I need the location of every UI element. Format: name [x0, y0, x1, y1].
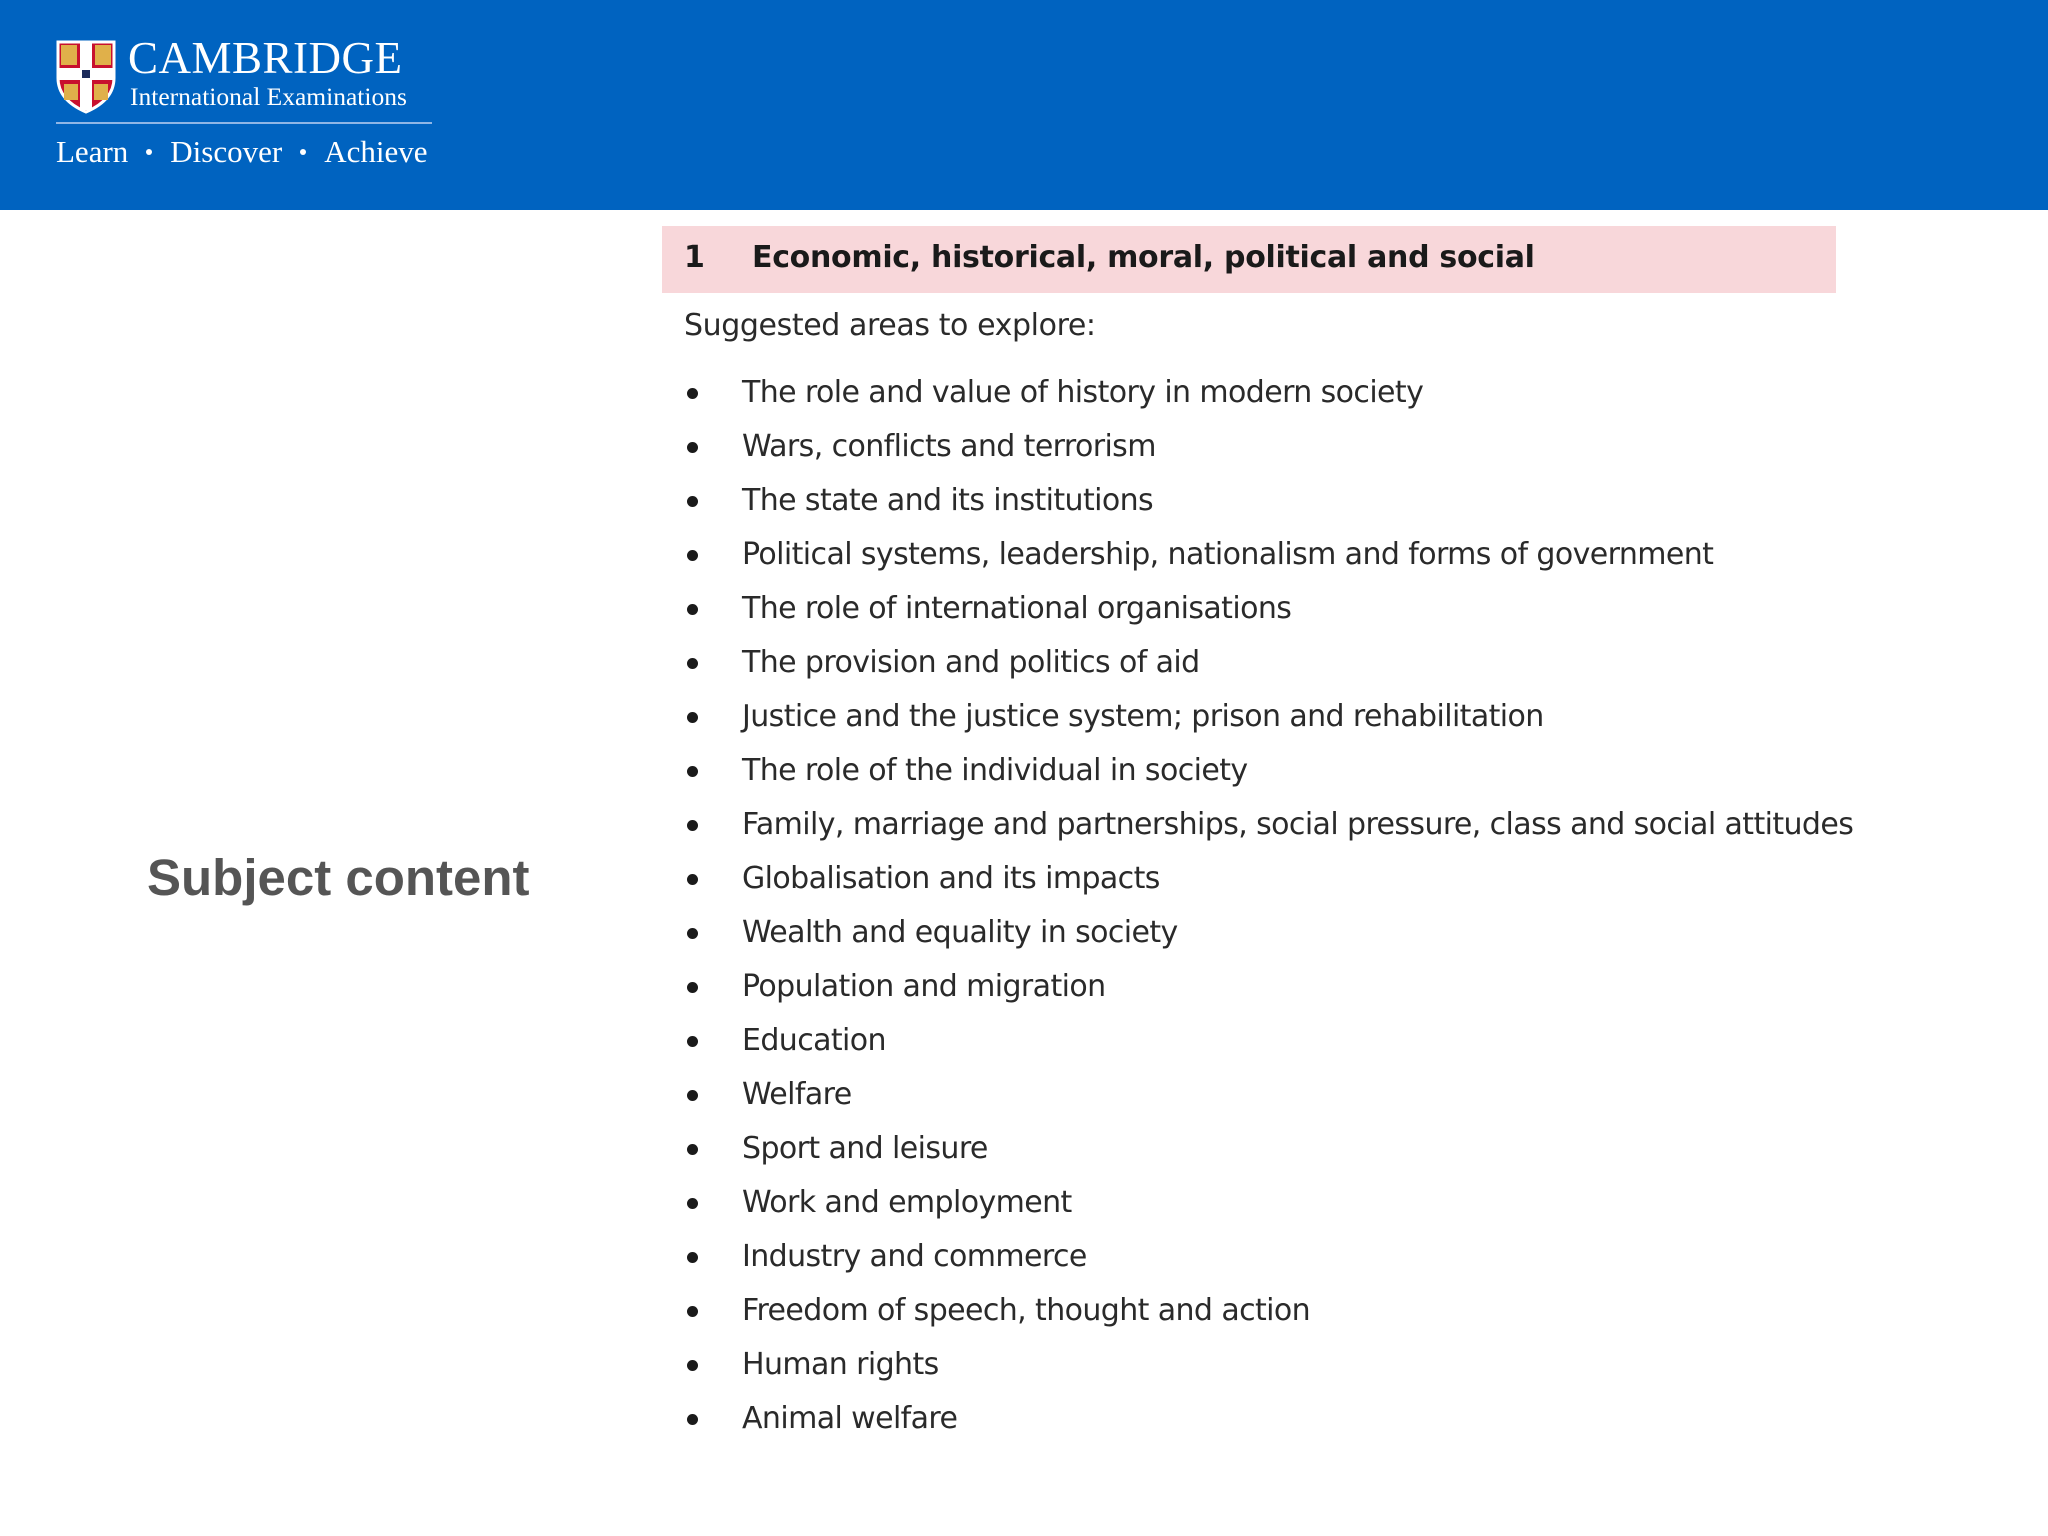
- section-title: Economic, historical, moral, political and social: [752, 240, 1535, 275]
- tagline-separator: [146, 149, 152, 155]
- topic-text: Population and migration: [742, 969, 1106, 1004]
- bullet-icon: [687, 820, 698, 831]
- section-header: [662, 226, 1836, 293]
- tagline-separator: [300, 149, 306, 155]
- tagline-achieve: Achieve: [324, 134, 428, 169]
- tagline-learn: Learn: [56, 134, 129, 169]
- bullet-icon: [687, 1090, 698, 1101]
- topic-text: The role and value of history in modern society: [742, 375, 1424, 410]
- bullet-icon: [687, 1414, 698, 1425]
- tagline: [56, 136, 427, 167]
- bullet-icon: [687, 874, 698, 885]
- bullet-icon: [687, 496, 698, 507]
- topic-text: Work and employment: [742, 1185, 1072, 1220]
- topic-text: Education: [742, 1023, 886, 1058]
- syllabus-excerpt: [662, 226, 1854, 1506]
- bullet-icon: [687, 712, 698, 723]
- university-shield-icon: [56, 40, 116, 114]
- topic-text: Industry and commerce: [742, 1239, 1087, 1274]
- brand-subtitle: International Examinations: [130, 82, 407, 111]
- topic-text: Wars, conflicts and terrorism: [742, 429, 1156, 464]
- bullet-icon: [687, 1252, 698, 1263]
- section-number: 1: [684, 240, 705, 275]
- bullet-icon: [687, 1306, 698, 1317]
- topic-text: The role of international organisations: [742, 591, 1292, 626]
- bullet-icon: [687, 658, 698, 669]
- slide-title: Subject content: [147, 849, 530, 906]
- bullet-icon: [687, 550, 698, 561]
- topic-text: Sport and leisure: [742, 1131, 988, 1166]
- bullet-icon: [687, 388, 698, 399]
- bullet-icon: [687, 1198, 698, 1209]
- bullet-icon: [687, 928, 698, 939]
- tagline-discover: Discover: [170, 134, 283, 169]
- bullet-icon: [687, 1036, 698, 1047]
- topic-text: Wealth and equality in society: [742, 915, 1178, 950]
- topic-text: Welfare: [742, 1077, 852, 1112]
- topic-text: The state and its institutions: [742, 483, 1154, 518]
- topic-text: Political systems, leadership, nationalism and forms of government: [742, 537, 1714, 572]
- bullet-icon: [687, 1360, 698, 1371]
- section-intro: Suggested areas to explore:: [684, 308, 1096, 343]
- topic-text: Justice and the justice system; prison and rehabilitation: [742, 699, 1544, 734]
- cambridge-logo: [56, 33, 436, 170]
- topic-text: Freedom of speech, thought and action: [742, 1293, 1311, 1328]
- logo-divider: [56, 122, 432, 124]
- topic-text: Animal welfare: [742, 1401, 958, 1436]
- topic-text: Human rights: [742, 1347, 939, 1382]
- bullet-icon: [687, 442, 698, 453]
- bullet-icon: [687, 766, 698, 777]
- topic-text: The provision and politics of aid: [742, 645, 1200, 680]
- brand-name: CAMBRIDGE: [128, 33, 403, 83]
- bullet-icon: [687, 604, 698, 615]
- bullet-icon: [687, 982, 698, 993]
- topic-text: Family, marriage and partnerships, social pressure, class and social attitudes: [742, 807, 1854, 842]
- bullet-icon: [687, 1144, 698, 1155]
- header-banner: [0, 0, 2048, 210]
- topic-text: Globalisation and its impacts: [742, 861, 1160, 896]
- topic-text: The role of the individual in society: [742, 753, 1248, 788]
